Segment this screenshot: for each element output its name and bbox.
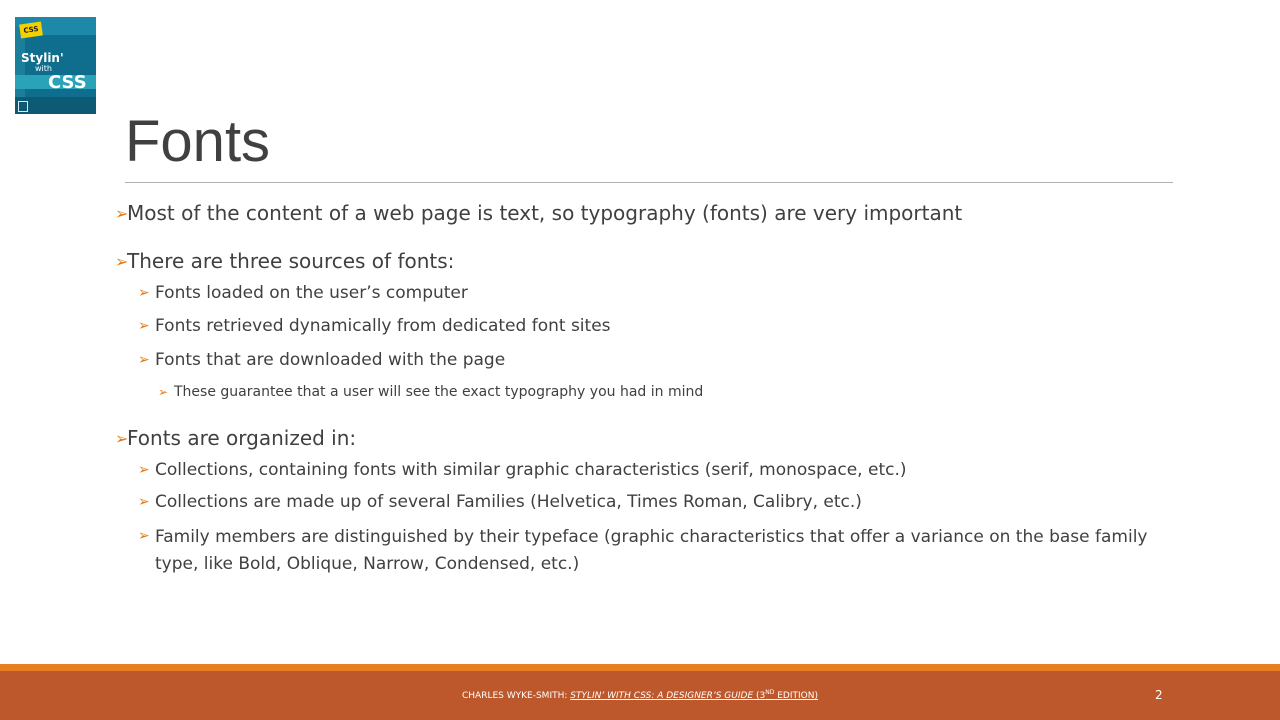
arrow-right-icon: ➢: [138, 462, 150, 478]
footer-source-link[interactable]: [570, 691, 818, 701]
bullet-text: Fonts that are downloaded with the page: [155, 350, 506, 370]
page-number: 2: [1155, 688, 1163, 702]
footer-author: CHARLES WYKE-SMITH:: [462, 691, 571, 701]
arrow-right-icon: ➢: [138, 285, 150, 301]
arrow-right-icon: ➢: [115, 204, 129, 223]
cover-badge: CSS: [19, 22, 43, 39]
cover-title-line3: CSS: [48, 72, 87, 93]
arrow-right-icon: ➢: [115, 429, 129, 448]
bullet-text: Collections, containing fonts with similar graphic characteristics (serif, monospace, etc.): [155, 460, 907, 480]
bullet-text: Most of the content of a web page is text, so typography (fonts) are very important: [127, 201, 963, 225]
bullet-text: There are three sources of fonts:: [127, 249, 455, 273]
bullet-text: Fonts are organized in:: [127, 426, 357, 450]
bullet-text: Family members are distinguished by their typeface (graphic characteristics that offer a variance on the base family type, like Bold, Oblique, Narrow, Condensed, etc.): [155, 527, 1148, 574]
footer-stripe: [0, 664, 1280, 671]
footer-book-title: STYLIN’ WITH CSS: A DESIGNER’S GUIDE: [570, 691, 754, 701]
cover-title-line1: Stylin': [21, 51, 64, 65]
arrow-right-icon: ➢: [138, 494, 150, 510]
bullet-text: Fonts retrieved dynamically from dedicated font sites: [155, 316, 611, 336]
arrow-right-icon: ➢: [138, 352, 150, 368]
book-cover-image: [15, 17, 96, 114]
bullet-text: Collections are made up of several Families (Helvetica, Times Roman, Calibry, etc.): [155, 492, 862, 512]
footer-edition-open: (3: [753, 691, 766, 701]
bullet-text: Fonts loaded on the user’s computer: [155, 283, 468, 303]
bullet-text: These guarantee that a user will see the exact typography you had in mind: [174, 384, 704, 400]
title-divider: [125, 182, 1173, 183]
arrow-right-icon: ➢: [138, 318, 150, 334]
slide-title: Fonts: [125, 109, 271, 174]
footer-citation: [0, 689, 1280, 701]
publisher-logo-icon: [18, 101, 28, 112]
arrow-right-icon: ➢: [115, 252, 129, 271]
footer-edition-close: EDITION): [774, 691, 818, 701]
footer-edition-sup: ND: [765, 689, 775, 696]
cover-title-line2: with: [35, 64, 52, 73]
arrow-right-icon: ➢: [138, 528, 150, 544]
arrow-right-icon: ➢: [158, 385, 169, 399]
